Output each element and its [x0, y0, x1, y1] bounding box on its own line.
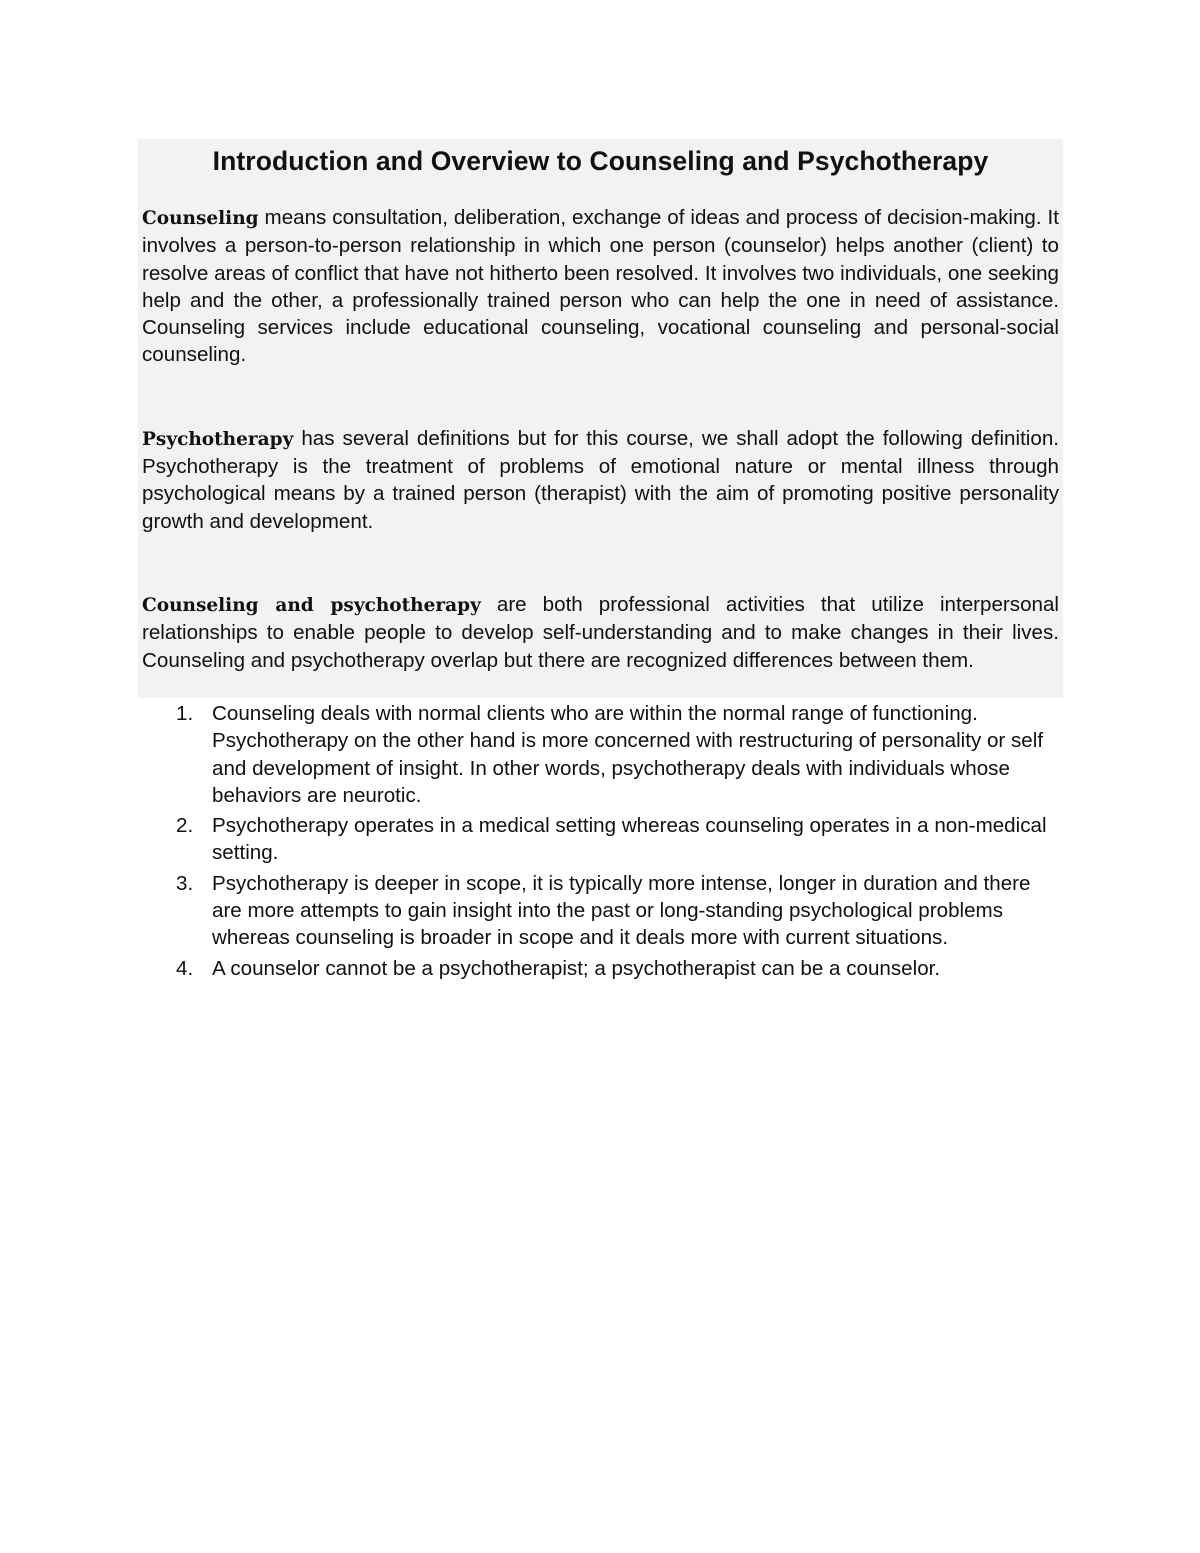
term-counseling-and-psychotherapy: Counseling and psychotherapy [142, 594, 481, 616]
list-item-text: Psychotherapy is deeper in scope, it is typically more intense, longer in duration and there are more attempts to gain insight into the past or long-standing psychological problems whereas counseling is broader in scope and it deals more with current situations. [212, 871, 1031, 950]
term-counseling: Counseling [142, 208, 259, 229]
term-psychotherapy: Psychotherapy [142, 428, 294, 450]
list-item-text: Psychotherapy operates in a medical setting whereas counseling operates in a non-medical setting. [212, 814, 1047, 865]
paragraph-comparison-text: are both professional activities that utilize interpersonal relationships to enable people to develop self-understanding and to make changes in their lives. Counseling and psychotherapy overlap but there are recognized differences between them. [142, 592, 1060, 672]
paragraph-psychotherapy-definition [142, 425, 1059, 535]
list-item-number: 3. [176, 871, 194, 895]
paragraph-counseling-text: means consultation, deliberation, exchange of ideas and process of decision-making. It involves a person-to-person relationship in which one person (counselor) helps another (client) to resolve areas of conflict that have not hitherto been resolved. It involves two individuals, one seeking help and the other, a professionally trained person who can help the one in need of assistance. Counseling services include educational counseling, vocational counseling and personal-social counseling. [142, 206, 1059, 367]
list-item-number: 4. [176, 956, 194, 980]
list-item [176, 812, 1056, 867]
list-item [176, 700, 1056, 809]
list-item [176, 870, 1056, 952]
paragraph-comparison [142, 591, 1059, 674]
document-body [142, 139, 1059, 674]
differences-list [176, 700, 1056, 985]
list-item-number: 2. [176, 814, 194, 838]
document-title: Introduction and Overview to Counseling and Psychotherapy [212, 146, 989, 176]
paragraph-psychotherapy-text: has several definitions but for this course, we shall adopt the following definition. Psychotherapy is the treatment of problems of emotional nature or mental illness through psychological means by a trained person (therapist) with the aim of promoting positive personality growth and development. [142, 426, 1059, 533]
paragraph-counseling-definition [142, 204, 1059, 369]
list-item-number: 1. [176, 702, 194, 725]
list-item-text: A counselor cannot be a psychotherapist; a psychotherapist can be a counselor. [212, 956, 941, 980]
list-item [176, 955, 1056, 982]
list-item-text: Counseling deals with normal clients who are within the normal range of functioning. Psychotherapy on the other hand is more concerned with restructuring of personality or self and development of insight. In other words, psychotherapy deals with individuals whose behaviors are neurotic. [212, 702, 1044, 807]
